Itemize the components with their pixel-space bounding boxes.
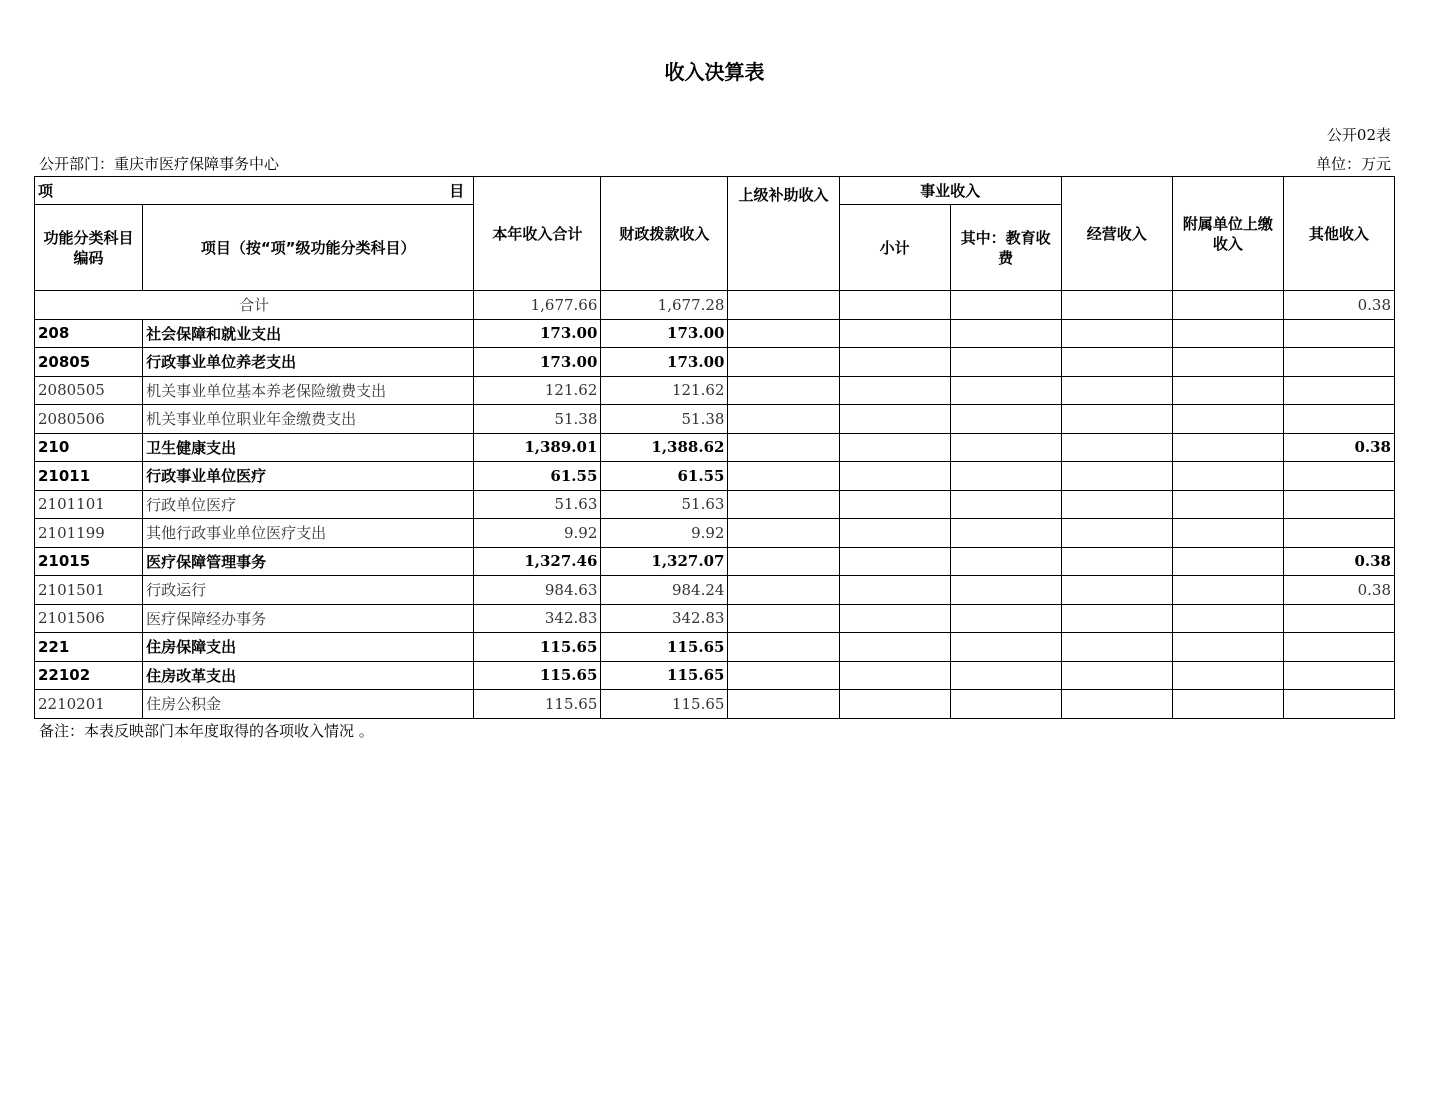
row-superior — [728, 376, 839, 405]
header-career: 事业收入 — [839, 177, 1061, 205]
row-fiscal: 115.65 — [601, 661, 728, 690]
row-business — [1061, 547, 1172, 576]
header-code: 功能分类科目编码 — [35, 205, 143, 291]
row-affiliate — [1172, 462, 1283, 491]
row-other — [1283, 462, 1394, 491]
header-affiliate: 附属单位上缴收入 — [1172, 177, 1283, 291]
row-other — [1283, 405, 1394, 434]
row-fiscal: 121.62 — [601, 376, 728, 405]
row-fiscal: 61.55 — [601, 462, 728, 491]
row-name: 医疗保障管理事务 — [143, 547, 474, 576]
row-business — [1061, 576, 1172, 605]
row-code: 21015 — [35, 547, 143, 576]
total-career-education — [950, 291, 1061, 320]
header-superior: 上级补助收入 — [728, 177, 839, 291]
item-header — [35, 177, 474, 205]
table-row — [35, 490, 1395, 519]
row-business — [1061, 519, 1172, 548]
total-superior — [728, 291, 839, 320]
income-table — [34, 176, 1395, 719]
row-other — [1283, 633, 1394, 662]
row-superior — [728, 633, 839, 662]
row-fiscal: 1,388.62 — [601, 433, 728, 462]
table-row — [35, 690, 1395, 719]
total-affiliate — [1172, 291, 1283, 320]
row-career-subtotal — [839, 319, 950, 348]
total-other: 0.38 — [1283, 291, 1394, 320]
row-career-subtotal — [839, 604, 950, 633]
row-code: 2210201 — [35, 690, 143, 719]
item-header-left: 项 — [38, 182, 54, 200]
table-row — [35, 576, 1395, 605]
row-business — [1061, 319, 1172, 348]
row-career-subtotal — [839, 547, 950, 576]
row-code: 2101501 — [35, 576, 143, 605]
row-other — [1283, 604, 1394, 633]
row-career-subtotal — [839, 405, 950, 434]
row-career-education — [950, 633, 1061, 662]
header-career-education: 其中：教育收费 — [950, 205, 1061, 291]
row-code: 22102 — [35, 661, 143, 690]
row-code: 221 — [35, 633, 143, 662]
row-other — [1283, 519, 1394, 548]
row-affiliate — [1172, 576, 1283, 605]
row-career-subtotal — [839, 490, 950, 519]
row-career-education — [950, 319, 1061, 348]
row-other — [1283, 348, 1394, 377]
header-other: 其他收入 — [1283, 177, 1394, 291]
header-career-subtotal: 小计 — [839, 205, 950, 291]
row-superior — [728, 547, 839, 576]
row-business — [1061, 405, 1172, 434]
row-fiscal: 984.24 — [601, 576, 728, 605]
row-affiliate — [1172, 547, 1283, 576]
row-other: 0.38 — [1283, 547, 1394, 576]
row-total: 61.55 — [474, 462, 601, 491]
row-superior — [728, 433, 839, 462]
row-fiscal: 1,327.07 — [601, 547, 728, 576]
header-fiscal: 财政拨款收入 — [601, 177, 728, 291]
table-row — [35, 433, 1395, 462]
row-career-education — [950, 462, 1061, 491]
row-career-subtotal — [839, 576, 950, 605]
row-total: 984.63 — [474, 576, 601, 605]
table-row — [35, 462, 1395, 491]
row-career-subtotal — [839, 519, 950, 548]
row-affiliate — [1172, 519, 1283, 548]
row-business — [1061, 690, 1172, 719]
row-total: 342.83 — [474, 604, 601, 633]
row-business — [1061, 348, 1172, 377]
row-career-subtotal — [839, 376, 950, 405]
total-business — [1061, 291, 1172, 320]
row-total: 1,389.01 — [474, 433, 601, 462]
row-name: 卫生健康支出 — [143, 433, 474, 462]
department-label: 公开部门：重庆市医疗保障事务中心 — [39, 155, 280, 173]
row-superior — [728, 348, 839, 377]
row-fiscal: 115.65 — [601, 690, 728, 719]
row-other — [1283, 690, 1394, 719]
row-name: 社会保障和就业支出 — [143, 319, 474, 348]
row-business — [1061, 661, 1172, 690]
row-other — [1283, 661, 1394, 690]
row-total: 115.65 — [474, 661, 601, 690]
row-affiliate — [1172, 405, 1283, 434]
row-total: 115.65 — [474, 633, 601, 662]
row-superior — [728, 690, 839, 719]
row-other — [1283, 319, 1394, 348]
row-career-subtotal — [839, 348, 950, 377]
row-career-education — [950, 348, 1061, 377]
row-total: 51.63 — [474, 490, 601, 519]
row-superior — [728, 604, 839, 633]
form-number: 公开02表 — [1326, 126, 1391, 144]
row-name: 医疗保障经办事务 — [143, 604, 474, 633]
row-other — [1283, 490, 1394, 519]
row-total: 51.38 — [474, 405, 601, 434]
table-row — [35, 319, 1395, 348]
row-affiliate — [1172, 433, 1283, 462]
row-code: 2101101 — [35, 490, 143, 519]
row-other: 0.38 — [1283, 433, 1394, 462]
row-fiscal: 173.00 — [601, 348, 728, 377]
row-affiliate — [1172, 633, 1283, 662]
row-affiliate — [1172, 319, 1283, 348]
row-career-education — [950, 604, 1061, 633]
row-affiliate — [1172, 348, 1283, 377]
row-fiscal: 9.92 — [601, 519, 728, 548]
row-business — [1061, 433, 1172, 462]
row-code: 20805 — [35, 348, 143, 377]
row-business — [1061, 490, 1172, 519]
row-career-subtotal — [839, 633, 950, 662]
row-affiliate — [1172, 604, 1283, 633]
row-business — [1061, 376, 1172, 405]
row-name: 行政事业单位医疗 — [143, 462, 474, 491]
unit-label: 单位：万元 — [1315, 155, 1391, 173]
total-row — [35, 291, 1395, 320]
row-superior — [728, 319, 839, 348]
table-row — [35, 661, 1395, 690]
table-row — [35, 519, 1395, 548]
row-career-education — [950, 547, 1061, 576]
table-row — [35, 547, 1395, 576]
row-affiliate — [1172, 490, 1283, 519]
row-fiscal: 51.38 — [601, 405, 728, 434]
row-code: 2101199 — [35, 519, 143, 548]
row-superior — [728, 462, 839, 491]
row-superior — [728, 661, 839, 690]
row-career-subtotal — [839, 433, 950, 462]
row-fiscal: 173.00 — [601, 319, 728, 348]
row-career-education — [950, 576, 1061, 605]
row-career-education — [950, 490, 1061, 519]
row-business — [1061, 462, 1172, 491]
row-name: 住房公积金 — [143, 690, 474, 719]
page-title: 收入决算表 — [664, 60, 765, 84]
row-fiscal: 115.65 — [601, 633, 728, 662]
row-superior — [728, 490, 839, 519]
total-income: 1,677.66 — [474, 291, 601, 320]
row-career-education — [950, 376, 1061, 405]
header-business: 经营收入 — [1061, 177, 1172, 291]
row-name: 其他行政事业单位医疗支出 — [143, 519, 474, 548]
total-fiscal: 1,677.28 — [601, 291, 728, 320]
row-business — [1061, 604, 1172, 633]
row-code: 210 — [35, 433, 143, 462]
row-affiliate — [1172, 690, 1283, 719]
row-code: 2080505 — [35, 376, 143, 405]
table-row — [35, 376, 1395, 405]
row-career-education — [950, 661, 1061, 690]
row-name: 住房改革支出 — [143, 661, 474, 690]
table-row — [35, 633, 1395, 662]
row-affiliate — [1172, 376, 1283, 405]
row-career-subtotal — [839, 690, 950, 719]
footnote: 备注：本表反映部门本年度取得的各项收入情况 。 — [39, 722, 374, 740]
row-career-subtotal — [839, 462, 950, 491]
row-total: 115.65 — [474, 690, 601, 719]
row-career-subtotal — [839, 661, 950, 690]
row-other — [1283, 376, 1394, 405]
row-affiliate — [1172, 661, 1283, 690]
row-code: 2101506 — [35, 604, 143, 633]
row-fiscal: 342.83 — [601, 604, 728, 633]
row-superior — [728, 405, 839, 434]
row-name: 行政运行 — [143, 576, 474, 605]
row-career-education — [950, 405, 1061, 434]
table-row — [35, 348, 1395, 377]
row-code: 208 — [35, 319, 143, 348]
row-career-education — [950, 690, 1061, 719]
row-name: 行政事业单位养老支出 — [143, 348, 474, 377]
header-name: 项目（按“项”级功能分类科目） — [143, 205, 474, 291]
row-total: 173.00 — [474, 348, 601, 377]
row-total: 173.00 — [474, 319, 601, 348]
row-total: 121.62 — [474, 376, 601, 405]
row-code: 2080506 — [35, 405, 143, 434]
row-superior — [728, 576, 839, 605]
header-total: 本年收入合计 — [474, 177, 601, 291]
row-code: 21011 — [35, 462, 143, 491]
row-other: 0.38 — [1283, 576, 1394, 605]
row-career-education — [950, 433, 1061, 462]
total-career-subtotal — [839, 291, 950, 320]
total-label: 合计 — [35, 291, 474, 320]
row-fiscal: 51.63 — [601, 490, 728, 519]
row-name: 住房保障支出 — [143, 633, 474, 662]
row-name: 行政单位医疗 — [143, 490, 474, 519]
table-row — [35, 604, 1395, 633]
item-header-right: 目 — [449, 182, 465, 200]
table-row — [35, 405, 1395, 434]
row-business — [1061, 633, 1172, 662]
row-name: 机关事业单位基本养老保险缴费支出 — [143, 376, 474, 405]
row-total: 9.92 — [474, 519, 601, 548]
row-total: 1,327.46 — [474, 547, 601, 576]
row-name: 机关事业单位职业年金缴费支出 — [143, 405, 474, 434]
row-superior — [728, 519, 839, 548]
row-career-education — [950, 519, 1061, 548]
